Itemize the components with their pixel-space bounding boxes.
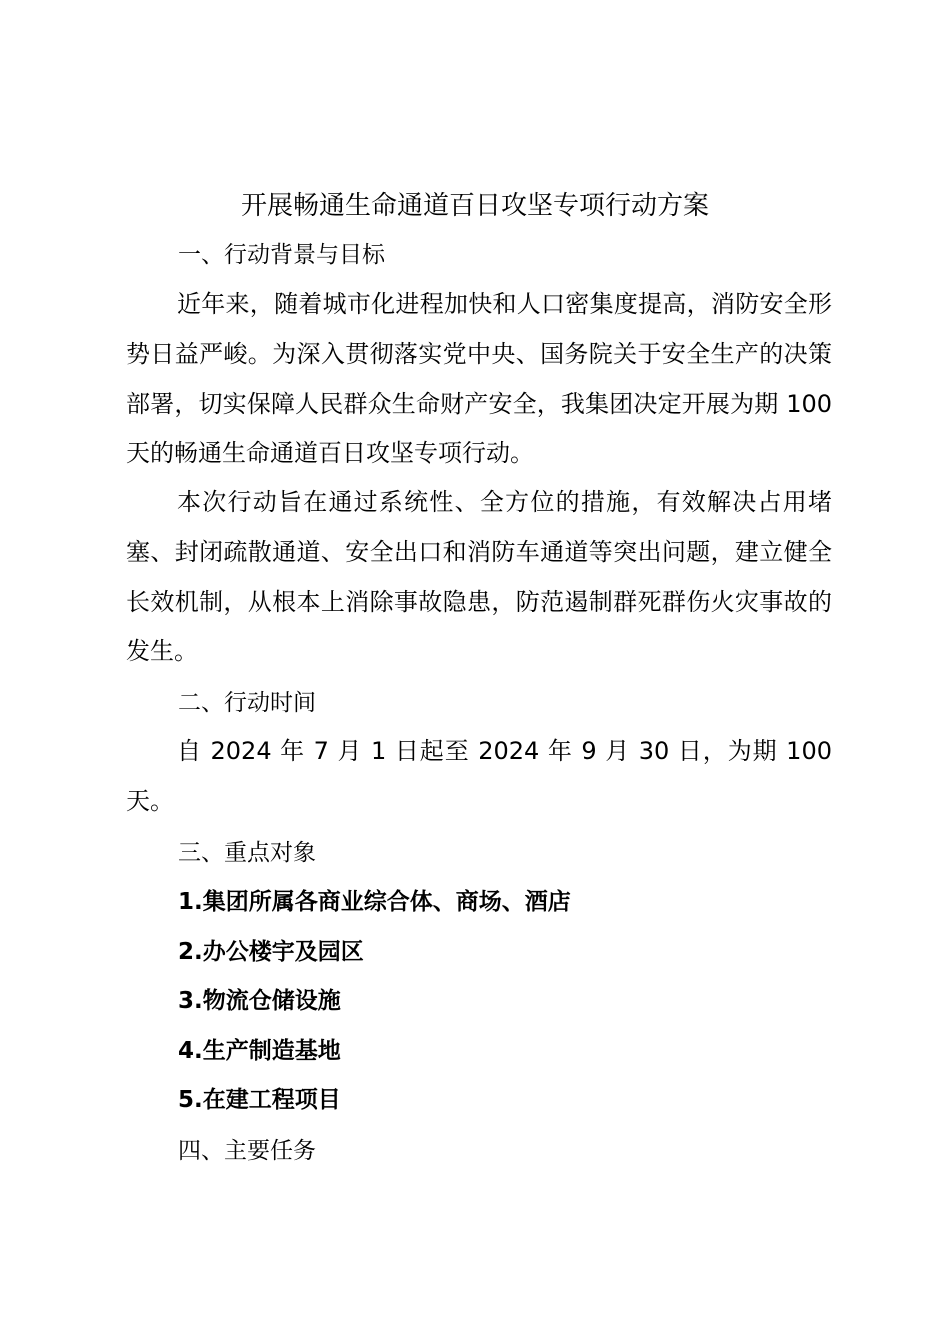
paragraph-objectives: 本次行动旨在通过系统性、全方位的措施，有效解决占用堵塞、封闭疏散通道、安全出口和消防车通道等突出问题，建立健全长效机制，从根本上消除事故隐患，防范遏制群死群伤火灾事故的发生。 <box>126 488 832 666</box>
section-heading-time: 二、行动时间 <box>178 690 316 716</box>
paragraph-time: 自 2024 年 7 月 1 日起至 2024 年 9 月 30 日，为期 100 天。 <box>126 737 832 815</box>
list-item: 3.物流仓储设施 <box>178 988 341 1014</box>
section-heading-background: 一、行动背景与目标 <box>178 242 385 268</box>
section-heading-targets: 三、重点对象 <box>178 840 316 866</box>
list-item: 1.集团所属各商业综合体、商场、酒店 <box>178 889 571 915</box>
section-heading-tasks: 四、主要任务 <box>178 1138 316 1164</box>
document-title: 开展畅通生命通道百日攻坚专项行动方案 <box>240 191 709 221</box>
list-item: 5.在建工程项目 <box>178 1087 341 1113</box>
list-item: 2.办公楼宇及园区 <box>178 939 364 965</box>
list-item: 4.生产制造基地 <box>178 1038 341 1064</box>
paragraph-background: 近年来，随着城市化进程加快和人口密集度提高，消防安全形势日益严峻。为深入贯彻落实党中央、国务院关于安全生产的决策部署，切实保障人民群众生命财产安全，我集团决定开展为期 100 天的畅通生命通道百日攻坚专项行动。 <box>126 290 832 468</box>
